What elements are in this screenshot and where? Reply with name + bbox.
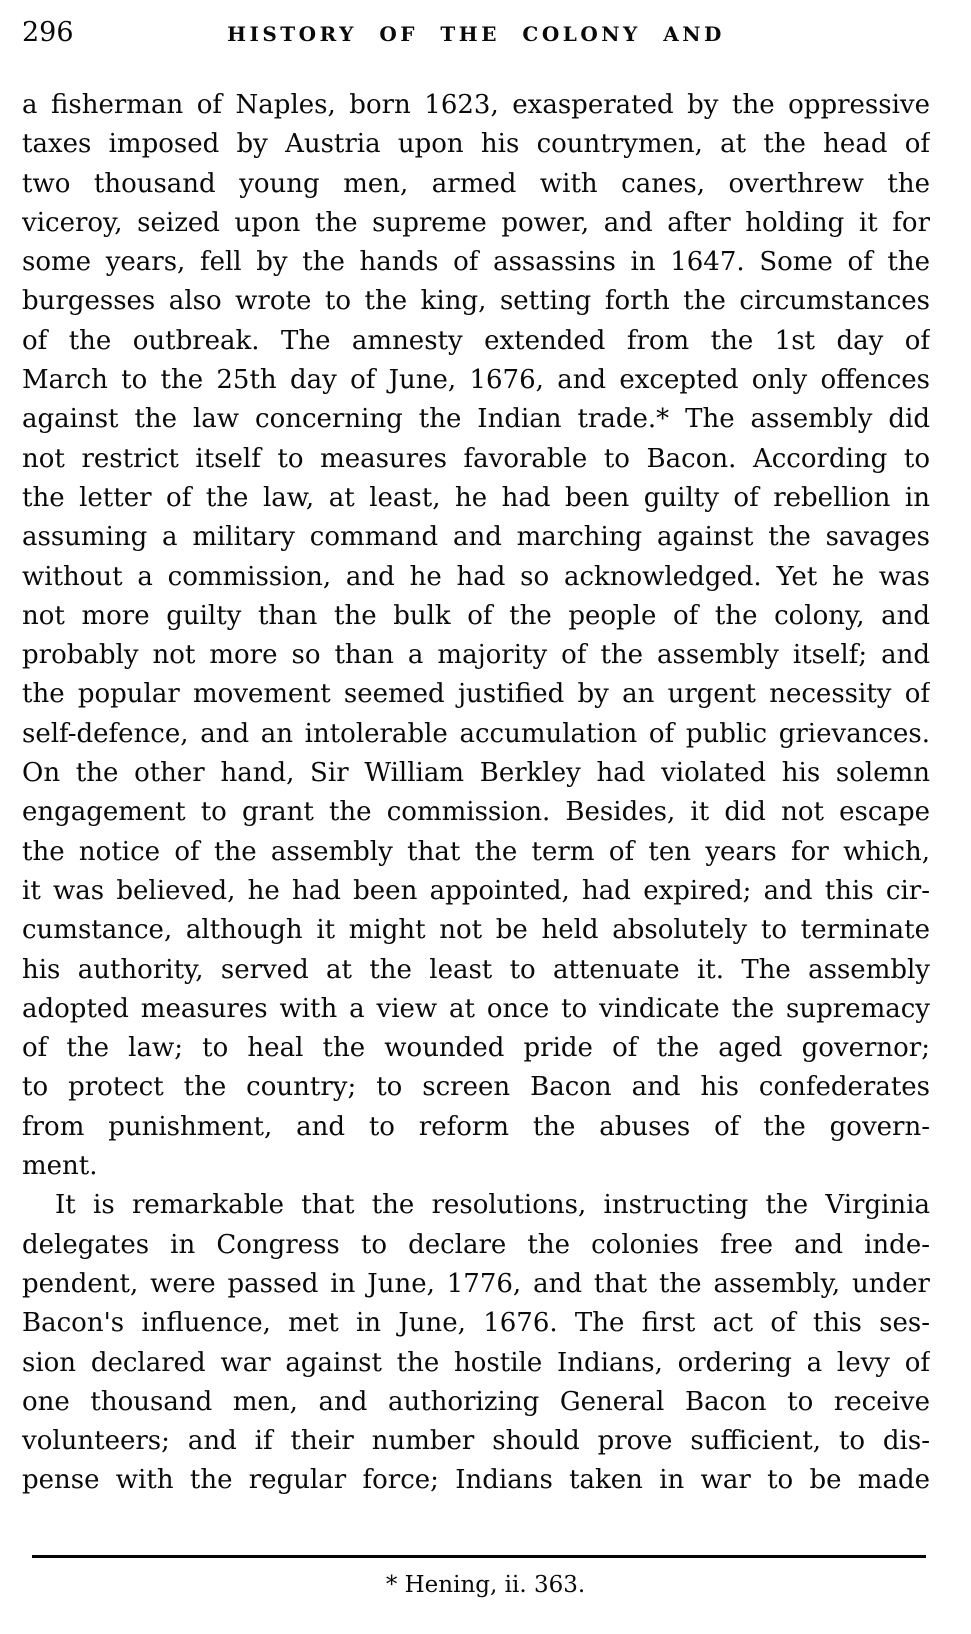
text-line: On the other hand, Sir William Berkley had violated his solemn (22, 758, 930, 789)
text-line: his authority, served at the least to attenuate it. The assembly (22, 954, 930, 985)
text-line: March to the 25th day of June, 1676, and excepted only offences (22, 365, 930, 396)
text-line: not restrict itself to measures favorable to Bacon. According to (22, 443, 930, 474)
running-head: HISTORY OF THE COLONY AND (227, 22, 725, 46)
page-number: 296 (22, 17, 74, 48)
text-line: ment. (22, 1151, 98, 1182)
text-line: the notice of the assembly that the term of ten years for which, (22, 836, 930, 867)
text-line: against the law concerning the Indian trade.* The assembly did (22, 404, 930, 435)
text-line: delegates in Congress to declare the colonies free and inde- (22, 1229, 930, 1260)
text-line: from punishment, and to reform the abuses of the govern- (22, 1111, 930, 1142)
text-line: of the outbreak. The amnesty extended from the 1st day of (22, 325, 930, 356)
text-line: some years, fell by the hands of assassins in 1647. Some of the (22, 247, 930, 278)
text-line: volunteers; and if their number should prove sufficient, to dis- (22, 1426, 930, 1457)
text-line: a fisherman of Naples, born 1623, exasperated by the oppressive (22, 90, 930, 120)
text-line: pense with the regular force; Indians taken in war to be made (22, 1465, 930, 1496)
text-line: not more guilty than the bulk of the people of the colony, and (22, 600, 930, 631)
text-line: of the law; to heal the wounded pride of the aged governor; (22, 1033, 930, 1064)
text-line: adopted measures with a view at once to vindicate the supremacy (22, 993, 930, 1024)
text-line: it was believed, he had been appointed, had expired; and this cir- (22, 875, 930, 906)
text-line: viceroy, seized upon the supreme power, and after holding it for (22, 207, 930, 238)
text-line: the letter of the law, at least, he had been guilty of rebellion in (22, 482, 930, 513)
text-line: cumstance, although it might not be held absolutely to terminate (22, 915, 930, 946)
text-line: to protect the country; to screen Bacon and his confederates (22, 1072, 930, 1103)
text-line: Bacon's influence, met in June, 1676. The first act of this ses- (22, 1308, 930, 1339)
text-line: It is remarkable that the resolutions, instructing the Virginia (55, 1190, 930, 1221)
paragraph-2 (22, 1186, 930, 1500)
text-line: one thousand men, and authorizing General Bacon to receive (22, 1386, 930, 1417)
text-line: engagement to grant the commission. Besides, it did not escape (22, 797, 930, 828)
page-header (22, 16, 930, 50)
text-line: probably not more so than a majority of the assembly itself; and (22, 640, 930, 671)
text-line: self-defence, and an intolerable accumulation of public grievances. (22, 718, 930, 749)
text-line: pendent, were passed in June, 1776, and that the assembly, under (22, 1268, 930, 1299)
text-line: burgesses also wrote to the king, setting forth the circumstances (22, 286, 930, 317)
text-line: without a commission, and he had so acknowledged. Yet he was (22, 561, 930, 592)
text-line: the popular movement seemed justified by an urgent necessity of (22, 679, 930, 710)
text-line: taxes imposed by Austria upon his countrymen, at the head of (22, 129, 930, 160)
text-line: assuming a military command and marching against the savages (22, 522, 930, 553)
text-line: sion declared war against the hostile Indians, ordering a levy of (22, 1347, 930, 1378)
paragraph-1 (22, 86, 930, 1186)
footnote-divider (32, 1555, 926, 1558)
text-line: two thousand young men, armed with canes, overthrew the (22, 168, 930, 199)
footnote (0, 1572, 971, 1598)
footnote-text: * Hening, ii. 363. (385, 1572, 586, 1598)
body-text (22, 86, 930, 1501)
